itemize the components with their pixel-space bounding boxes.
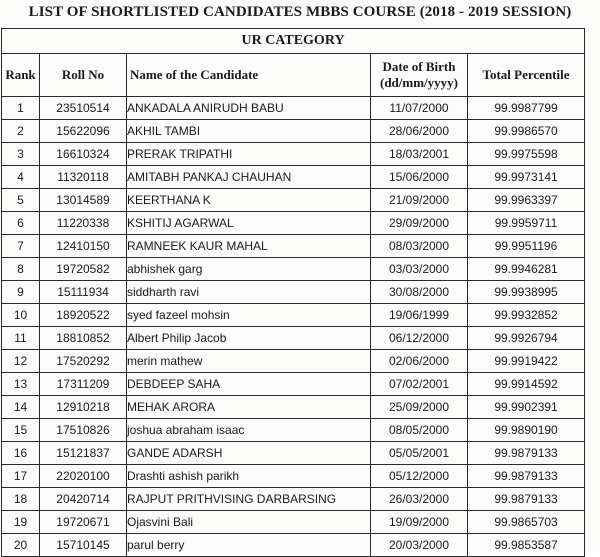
cell-total-percentile: 99.9951196 bbox=[468, 235, 585, 258]
cell-total-percentile: 99.9975598 bbox=[468, 143, 585, 166]
cell-rank: 16 bbox=[2, 442, 40, 465]
cell-date-of-birth: 30/08/2000 bbox=[371, 281, 468, 304]
category-label: UR CATEGORY bbox=[2, 29, 585, 54]
cell-candidate-name: DEBDEEP SAHA bbox=[127, 373, 371, 396]
cell-roll-no: 16610324 bbox=[40, 143, 127, 166]
cell-roll-no: 19720671 bbox=[40, 511, 127, 534]
cell-candidate-name: PRERAK TRIPATHI bbox=[127, 143, 371, 166]
cell-candidate-name: syed fazeel mohsin bbox=[127, 304, 371, 327]
cell-total-percentile: 99.9879133 bbox=[468, 488, 585, 511]
table-row bbox=[2, 235, 585, 258]
cell-roll-no: 22020100 bbox=[40, 465, 127, 488]
cell-date-of-birth: 08/03/2000 bbox=[371, 235, 468, 258]
cell-roll-no: 23510514 bbox=[40, 97, 127, 120]
cell-total-percentile: 99.9959711 bbox=[468, 212, 585, 235]
cell-date-of-birth: 26/03/2000 bbox=[371, 488, 468, 511]
table-row bbox=[2, 350, 585, 373]
table-row bbox=[2, 120, 585, 143]
cell-total-percentile: 99.9926794 bbox=[468, 327, 585, 350]
cell-rank: 20 bbox=[2, 534, 40, 557]
cell-candidate-name: ANKADALA ANIRUDH BABU bbox=[127, 97, 371, 120]
cell-date-of-birth: 06/12/2000 bbox=[371, 327, 468, 350]
cell-rank: 7 bbox=[2, 235, 40, 258]
cell-roll-no: 20420714 bbox=[40, 488, 127, 511]
cell-candidate-name: Ojasvini Bali bbox=[127, 511, 371, 534]
header-total-percentile: Total Percentile bbox=[468, 54, 585, 97]
cell-roll-no: 13014589 bbox=[40, 189, 127, 212]
cell-rank: 10 bbox=[2, 304, 40, 327]
cell-rank: 12 bbox=[2, 350, 40, 373]
header-rank: Rank bbox=[2, 54, 40, 97]
table-row bbox=[2, 143, 585, 166]
table-row bbox=[2, 511, 585, 534]
table-row bbox=[2, 442, 585, 465]
cell-rank: 9 bbox=[2, 281, 40, 304]
cell-candidate-name: Drashti ashish parikh bbox=[127, 465, 371, 488]
cell-roll-no: 15111934 bbox=[40, 281, 127, 304]
cell-rank: 17 bbox=[2, 465, 40, 488]
table-row bbox=[2, 258, 585, 281]
cell-total-percentile: 99.9865703 bbox=[468, 511, 585, 534]
cell-candidate-name: merin mathew bbox=[127, 350, 371, 373]
table-row bbox=[2, 97, 585, 120]
table-row bbox=[2, 534, 585, 557]
cell-rank: 18 bbox=[2, 488, 40, 511]
cell-total-percentile: 99.9987799 bbox=[468, 97, 585, 120]
cell-total-percentile: 99.9914592 bbox=[468, 373, 585, 396]
cell-roll-no: 19720582 bbox=[40, 258, 127, 281]
table-row bbox=[2, 189, 585, 212]
cell-roll-no: 17311209 bbox=[40, 373, 127, 396]
cell-roll-no: 18920522 bbox=[40, 304, 127, 327]
cell-total-percentile: 99.9973141 bbox=[468, 166, 585, 189]
cell-total-percentile: 99.9879133 bbox=[468, 442, 585, 465]
cell-total-percentile: 99.9932852 bbox=[468, 304, 585, 327]
cell-candidate-name: joshua abraham isaac bbox=[127, 419, 371, 442]
cell-rank: 1 bbox=[2, 97, 40, 120]
cell-date-of-birth: 02/06/2000 bbox=[371, 350, 468, 373]
cell-date-of-birth: 18/03/2001 bbox=[371, 143, 468, 166]
cell-rank: 11 bbox=[2, 327, 40, 350]
header-roll-no: Roll No bbox=[40, 54, 127, 97]
cell-candidate-name: KSHITIJ AGARWAL bbox=[127, 212, 371, 235]
cell-total-percentile: 99.9890190 bbox=[468, 419, 585, 442]
cell-roll-no: 18810852 bbox=[40, 327, 127, 350]
cell-candidate-name: siddharth ravi bbox=[127, 281, 371, 304]
cell-total-percentile: 99.9902391 bbox=[468, 396, 585, 419]
cell-candidate-name: RAJPUT PRITHVISING DARBARSING bbox=[127, 488, 371, 511]
cell-roll-no: 11220338 bbox=[40, 212, 127, 235]
cell-date-of-birth: 21/09/2000 bbox=[371, 189, 468, 212]
cell-total-percentile: 99.9963397 bbox=[468, 189, 585, 212]
cell-candidate-name: KEERTHANA K bbox=[127, 189, 371, 212]
table-row bbox=[2, 396, 585, 419]
cell-total-percentile: 99.9986570 bbox=[468, 120, 585, 143]
table-row bbox=[2, 373, 585, 396]
table-row bbox=[2, 419, 585, 442]
cell-candidate-name: MEHAK ARORA bbox=[127, 396, 371, 419]
cell-candidate-name: AKHIL TAMBI bbox=[127, 120, 371, 143]
cell-candidate-name: AMITABH PANKAJ CHAUHAN bbox=[127, 166, 371, 189]
cell-rank: 6 bbox=[2, 212, 40, 235]
cell-roll-no: 17510826 bbox=[40, 419, 127, 442]
cell-rank: 3 bbox=[2, 143, 40, 166]
cell-candidate-name: Albert Philip Jacob bbox=[127, 327, 371, 350]
cell-total-percentile: 99.9919422 bbox=[468, 350, 585, 373]
header-date-of-birth bbox=[371, 54, 468, 97]
cell-date-of-birth: 25/09/2000 bbox=[371, 396, 468, 419]
category-row bbox=[2, 29, 585, 54]
cell-candidate-name: RAMNEEK KAUR MAHAL bbox=[127, 235, 371, 258]
table-row bbox=[2, 327, 585, 350]
cell-date-of-birth: 20/03/2000 bbox=[371, 534, 468, 557]
table-row bbox=[2, 488, 585, 511]
cell-rank: 5 bbox=[2, 189, 40, 212]
header-dob-line2: (dd/mm/yyyy) bbox=[380, 75, 458, 90]
table-row bbox=[2, 212, 585, 235]
page-title: LIST OF SHORTLISTED CANDIDATES MBBS COURSE (2018 - 2019 SESSION) bbox=[28, 4, 572, 20]
cell-candidate-name: GANDE ADARSH bbox=[127, 442, 371, 465]
table-row bbox=[2, 166, 585, 189]
table-row bbox=[2, 281, 585, 304]
header-dob-line1: Date of Birth bbox=[382, 59, 456, 74]
cell-date-of-birth: 03/03/2000 bbox=[371, 258, 468, 281]
cell-candidate-name: parul berry bbox=[127, 534, 371, 557]
cell-total-percentile: 99.9946281 bbox=[468, 258, 585, 281]
cell-roll-no: 12410150 bbox=[40, 235, 127, 258]
cell-rank: 19 bbox=[2, 511, 40, 534]
cell-date-of-birth: 08/05/2000 bbox=[371, 419, 468, 442]
cell-roll-no: 15121837 bbox=[40, 442, 127, 465]
cell-date-of-birth: 15/06/2000 bbox=[371, 166, 468, 189]
cell-roll-no: 15622096 bbox=[40, 120, 127, 143]
cell-roll-no: 15710145 bbox=[40, 534, 127, 557]
cell-rank: 4 bbox=[2, 166, 40, 189]
cell-roll-no: 12910218 bbox=[40, 396, 127, 419]
cell-rank: 15 bbox=[2, 419, 40, 442]
cell-roll-no: 17520292 bbox=[40, 350, 127, 373]
table-row bbox=[2, 304, 585, 327]
cell-date-of-birth: 05/12/2000 bbox=[371, 465, 468, 488]
table-row bbox=[2, 465, 585, 488]
cell-date-of-birth: 19/09/2000 bbox=[371, 511, 468, 534]
header-candidate-name: Name of the Candidate bbox=[127, 54, 371, 97]
cell-date-of-birth: 29/09/2000 bbox=[371, 212, 468, 235]
candidates-table bbox=[1, 28, 585, 557]
cell-date-of-birth: 11/07/2000 bbox=[371, 97, 468, 120]
cell-roll-no: 11320118 bbox=[40, 166, 127, 189]
cell-date-of-birth: 19/06/1999 bbox=[371, 304, 468, 327]
cell-date-of-birth: 05/05/2001 bbox=[371, 442, 468, 465]
cell-total-percentile: 99.9853587 bbox=[468, 534, 585, 557]
cell-total-percentile: 99.9938995 bbox=[468, 281, 585, 304]
cell-date-of-birth: 07/02/2001 bbox=[371, 373, 468, 396]
cell-rank: 2 bbox=[2, 120, 40, 143]
cell-candidate-name: abhishek garg bbox=[127, 258, 371, 281]
cell-rank: 14 bbox=[2, 396, 40, 419]
cell-total-percentile: 99.9879133 bbox=[468, 465, 585, 488]
cell-date-of-birth: 28/06/2000 bbox=[371, 120, 468, 143]
header-row bbox=[2, 54, 585, 97]
cell-rank: 8 bbox=[2, 258, 40, 281]
cell-rank: 13 bbox=[2, 373, 40, 396]
